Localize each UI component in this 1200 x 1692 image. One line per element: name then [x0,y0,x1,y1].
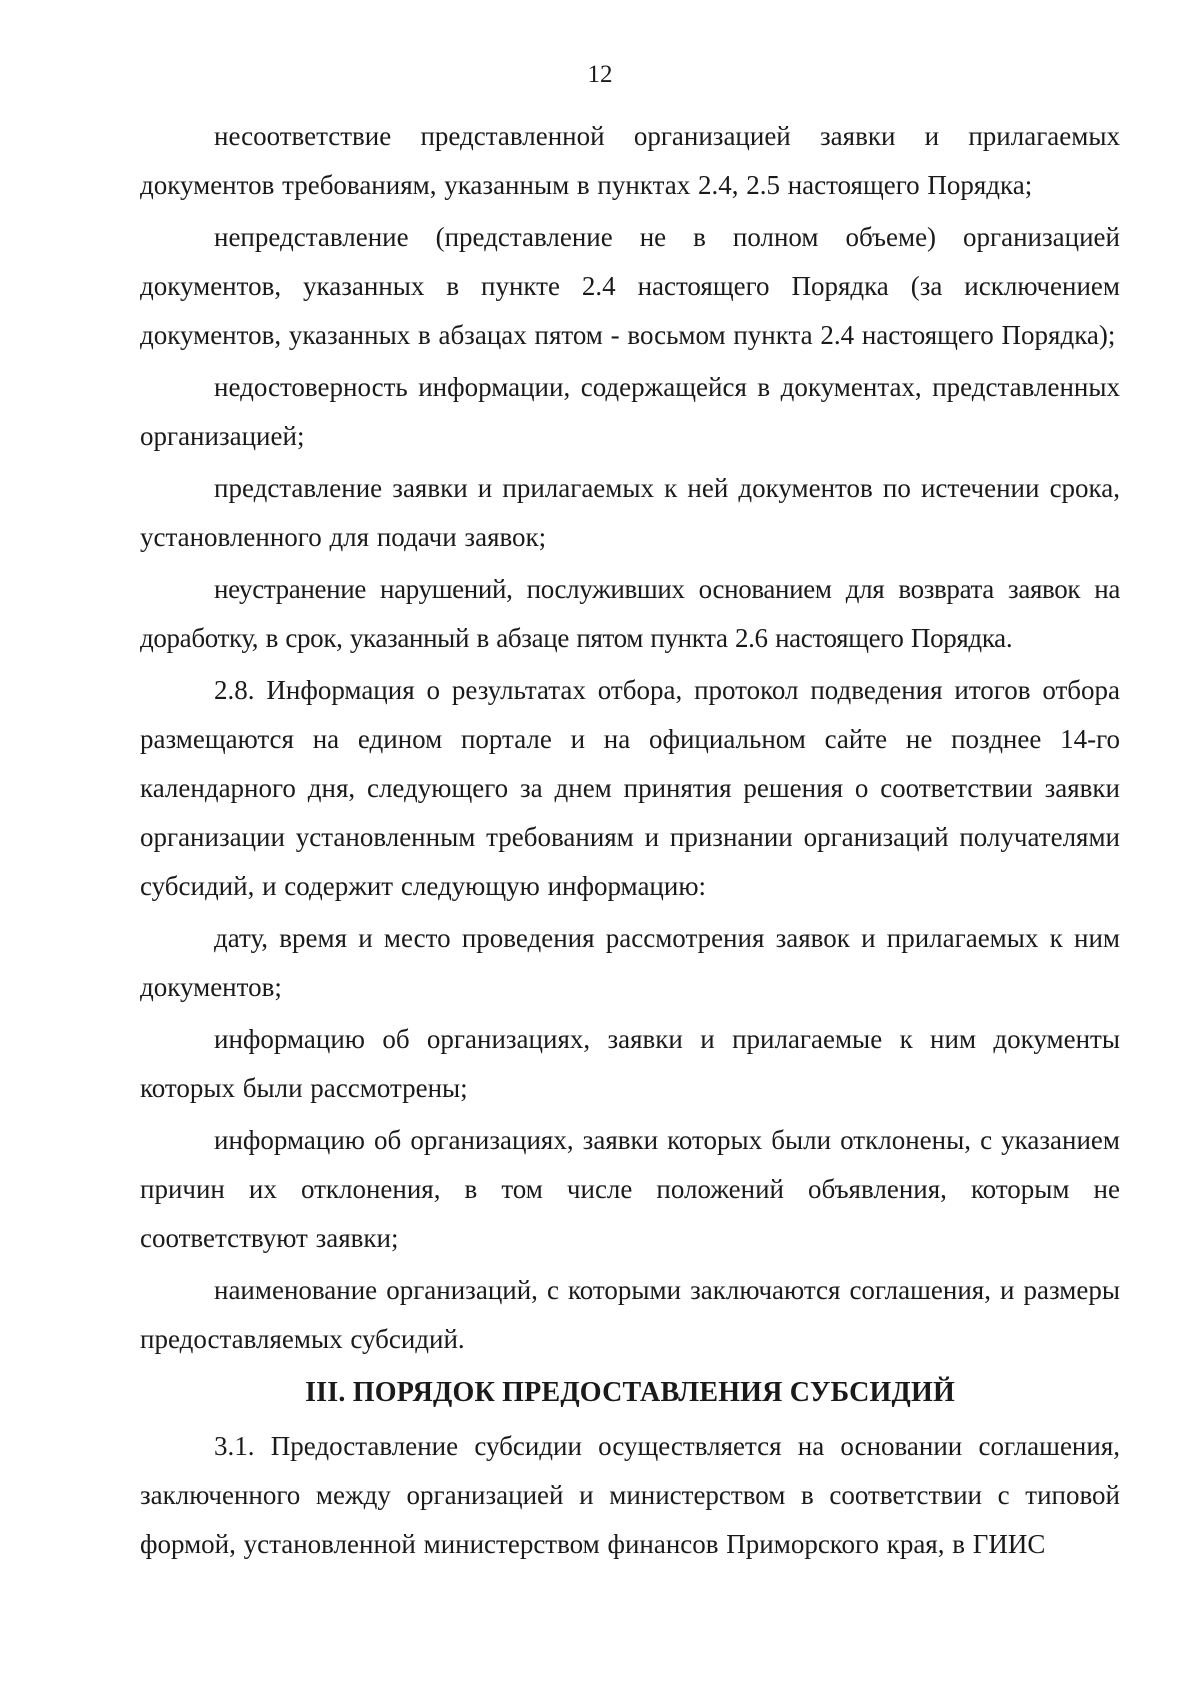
paragraph-2-8-selection-results: 2.8. Информация о результатах отбора, протокол подведения итогов отбора размещаются на едином портале и на официальном сайте не позднее 14-го календарного дня, следующего за днем принятия решения о соответствии заявки организации установленным требованиям и признании организаций получателями субсидий, и содержит следующую информацию: [140,675,1120,901]
paragraph-mismatch-requirements: несоответствие представленной организацией заявки и прилагаемых документов требованиям, указанным в пунктах 2.4, 2.5 настоящего Порядка; [140,121,1120,200]
paragraph-agreements-and-amounts: наименование организаций, с которыми заключаются соглашения, и размеры предоставляемых субсидий. [140,1275,1120,1354]
section-heading: III. ПОРЯДОК ПРЕДОСТАВЛЕНИЯ СУБСИДИЙ [305,1377,955,1408]
paragraph-3-1-subsidy-agreement: 3.1. Предоставление субсидии осуществляется на основании соглашения, заключенного между организацией и министерством в соответствии с типовой формой, установленной министерством финансов Приморского края, в ГИИС [140,1431,1120,1559]
paragraph-late-submission: представление заявки и прилагаемых к ней документов по истечении срока, установленного для подачи заявок; [140,473,1120,552]
paragraph-date-time-place: дату, время и место проведения рассмотрения заявок и прилагаемых к ним документов; [140,923,1120,1002]
paragraph-violations-not-fixed: неустранение нарушений, послуживших основанием для возврата заявок на доработку, в срок, указанный в абзаце пятом пункта 2.6 настоящего Порядка. [140,574,1120,653]
paragraph-unreliable-information: недостоверность информации, содержащейся в документах, представленных организацией; [140,372,1120,451]
paragraph-reviewed-organizations: информацию об организациях, заявки и прилагаемые к ним документы которых были рассмотрены; [140,1024,1120,1103]
paragraph-documents-not-submitted: непредставление (представление не в полном объеме) организацией документов, указанных в пункте 2.4 настоящего Порядка (за исключением документов, указанных в абзацах пятом - восьмом пункта 2.4 настоящего Порядка); [140,222,1120,350]
document-body [140,112,1120,1572]
page-number: 12 [587,61,613,88]
paragraph-rejected-organizations: информацию об организациях, заявки которых были отклонены, с указанием причин их отклонения, в том числе положений объявления, которым не соответствуют заявки; [140,1125,1120,1253]
